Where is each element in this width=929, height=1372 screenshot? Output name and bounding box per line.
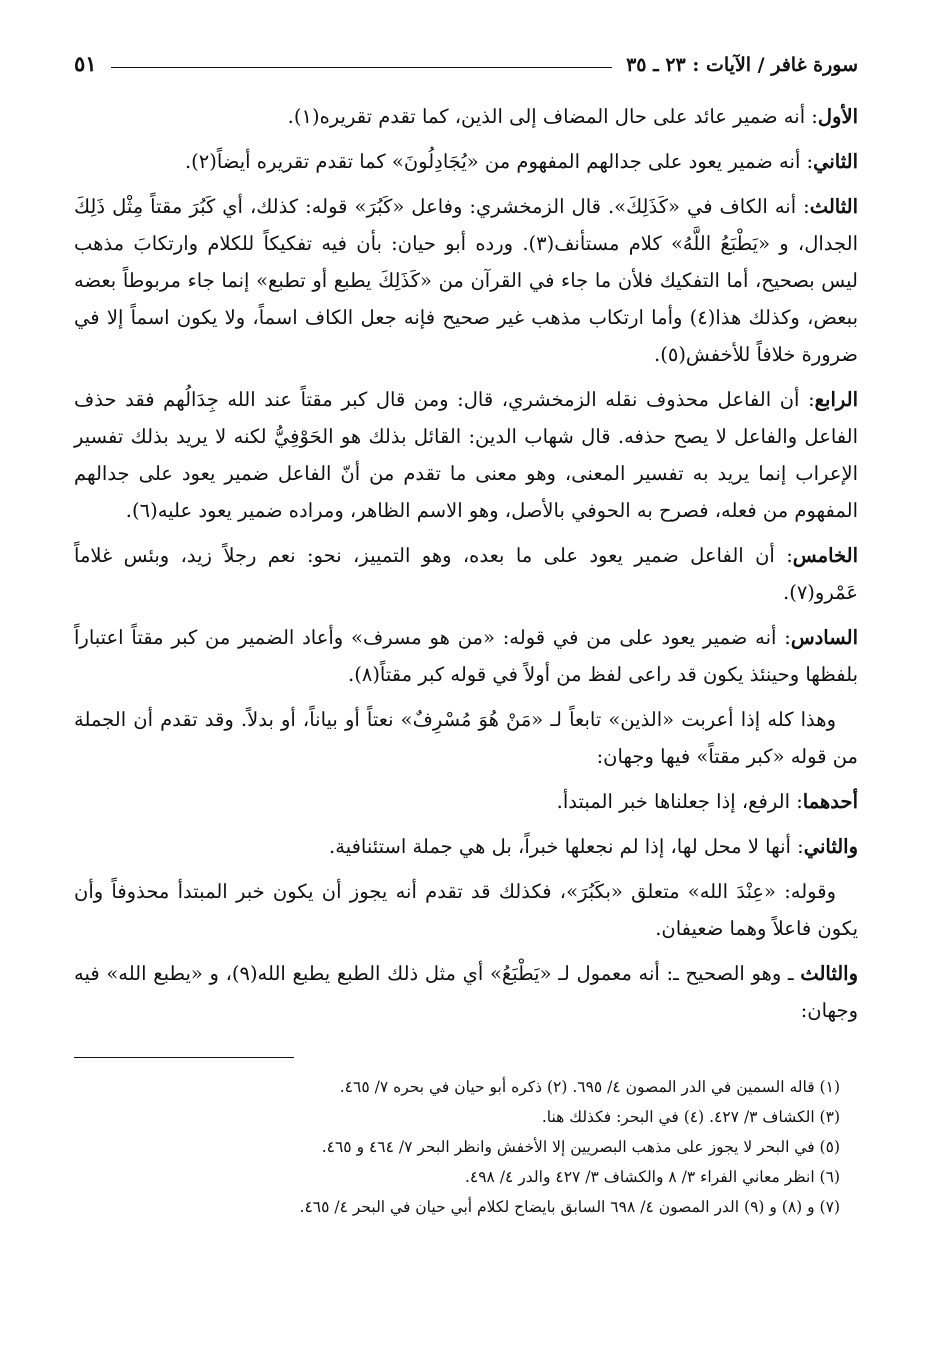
- paragraph-8: [74, 783, 858, 820]
- footnote-separator: [74, 1057, 294, 1058]
- paragraph-text: : أنه ضمير يعود على جدالهم المفهوم من «يُجَادِلُونَ» كما تقدم تقريره أيضاً(٢).: [184, 150, 814, 173]
- paragraph-text: وهذا كله إذا أعربت «الذين» تابعاً لـ «مَنْ هُوَ مُسْرِفٌ» نعتاً أو بياناً، أو بدلاً. وقد تقدم أن الجملة من قوله «كبر مقتاً» فيها وجهان:: [74, 708, 858, 768]
- paragraph-10: [74, 873, 858, 947]
- paragraph-7: [74, 701, 858, 775]
- footnote-line: (٦) انظر معاني الفراء ٣/ ٨ والكشاف ٣/ ٤٢٧ والدر ٤/ ٤٩٨.: [464, 1168, 840, 1186]
- header-rule: [111, 67, 613, 68]
- footnote-line: (٣) الكشاف ٣/ ٤٢٧. (٤) في البحر: فكذلك هنا.: [541, 1108, 840, 1126]
- paragraph-5: [74, 537, 858, 611]
- paragraph-lead: والثالث: [800, 962, 858, 985]
- paragraph-text: : الرفع، إذا جعلناها خبر المبتدأ.: [556, 790, 803, 813]
- paragraph-lead: الرابع: [814, 388, 858, 411]
- paragraph-lead: أحدهما: [802, 790, 858, 813]
- paragraph-4: [74, 381, 858, 529]
- paragraph-lead: الأول: [817, 105, 858, 128]
- paragraph-lead: السادس: [790, 626, 858, 649]
- paragraph-lead: الثالث: [809, 195, 858, 218]
- running-header: [74, 36, 858, 76]
- book-page: [74, 36, 858, 1222]
- paragraph-6: [74, 619, 858, 693]
- body-text: [74, 98, 858, 1029]
- running-title: سورة غافر / الآيات : ٢٣ ـ ٣٥: [626, 54, 858, 76]
- paragraph-lead: الخامس: [792, 544, 858, 567]
- footnote-line: (١) قاله السمين في الدر المصون ٤/ ٦٩٥. (٢) ذكره أبو حيان في بحره ٧/ ٤٦٥.: [339, 1078, 840, 1096]
- paragraph-text: : أنه الكاف في «كَذَلِكَ». قال الزمخشري: وفاعل «كَبُرَ» قوله: كذلك، أي كَبُرَ مقتاً مِثْل ذَلِكَ الجدال، و «يَطْبَعُ اللَّهُ» كلام مستأنف(٣). ورده أبو حيان: بأن فيه تفكيكاً للكلام وارتكابَ مذهب ليس بصحيح، أما التفكيك فلأن ما جاء في القرآن من «كَذَلِكَ يطبع أو تطبع» إنما جاء مربوطاً بعضه ببعض، وكذلك هذا(٤) وأما ارتكاب مذهب غير صحيح فإنه جعل الكاف اسماً، ولا يكون اسماً إلا في ضرورة خلافاً للأخفش(٥).: [74, 195, 858, 366]
- page-number: ٥١: [74, 51, 97, 76]
- paragraph-text: ـ وهو الصحيح ـ: أنه معمول لـ «يَطْبَعُ» أي مثل ذلك الطبع يطبع الله(٩)، و «يطبع الله» فيه وجهان:: [74, 962, 858, 1022]
- paragraph-9: [74, 828, 858, 865]
- paragraph-text: : أن الفاعل ضمير يعود على ما بعده، وهو التمييز، نحو: نعم رجلاً زيد، وبئس غلاماً عَمْرو(٧).: [74, 544, 858, 604]
- paragraph-text: : أنه ضمير يعود على من في قوله: «من هو مسرف» وأعاد الضمير من كبر مقتاً اعتباراً بلفظها وحينئذ يكون قد راعى لفظ من أولاً في قوله كبر مقتاً(٨).: [74, 626, 858, 686]
- footnote-line: (٧) و (٨) و (٩) الدر المصون ٤/ ٦٩٨ السابق بايضاح لكلام أبي حيان في البحر ٤/ ٤٦٥.: [299, 1198, 840, 1216]
- paragraph-lead: والثاني: [803, 835, 858, 858]
- paragraph-lead: الثاني: [813, 150, 858, 173]
- paragraph-3: [74, 188, 858, 373]
- paragraph-11: [74, 955, 858, 1029]
- footnotes: [74, 1072, 858, 1222]
- paragraph-text: : أن الفاعل محذوف نقله الزمخشري، قال: ومن قال كبر مقتاً عند الله جِدَالُهم فقد حذف الفاعل والفاعل لا يصح حذفه. قال شهاب الدين: القائل بذلك هو الحَوْفِيُّ لكنه لا يريد بذلك تفسير الإعراب إنما يريد به تفسير المعنى، وهو معنى ما تقدم من أنّ الفاعل ضمير يعود على جدالهم المفهوم من فعله، فصرح به الحوفي بالأصل، وهو الاسم الظاهر، ومراده ضمير يعود عليه(٦).: [74, 388, 858, 522]
- footnote-line: (٥) في البحر لا يجوز على مذهب البصريين إلا الأخفش وانظر البحر ٧/ ٤٦٤ و ٤٦٥.: [321, 1138, 840, 1156]
- paragraph-text: : أنه ضمير عائد على حال المضاف إلى الذين، كما تقدم تقريره(١).: [287, 105, 818, 128]
- paragraph-text: : أنها لا محل لها، إذا لم نجعلها خبراً، بل هي جملة استئنافية.: [329, 835, 804, 858]
- paragraph-1: [74, 98, 858, 135]
- paragraph-text: وقوله: «عِنْدَ الله» متعلق «بكَبُرَ»، فكذلك قد تقدم أنه يجوز أن يكون خبر المبتدأ محذوفاً وأن يكون فاعلاً وهما ضعيفان.: [74, 880, 858, 940]
- paragraph-2: [74, 143, 858, 180]
